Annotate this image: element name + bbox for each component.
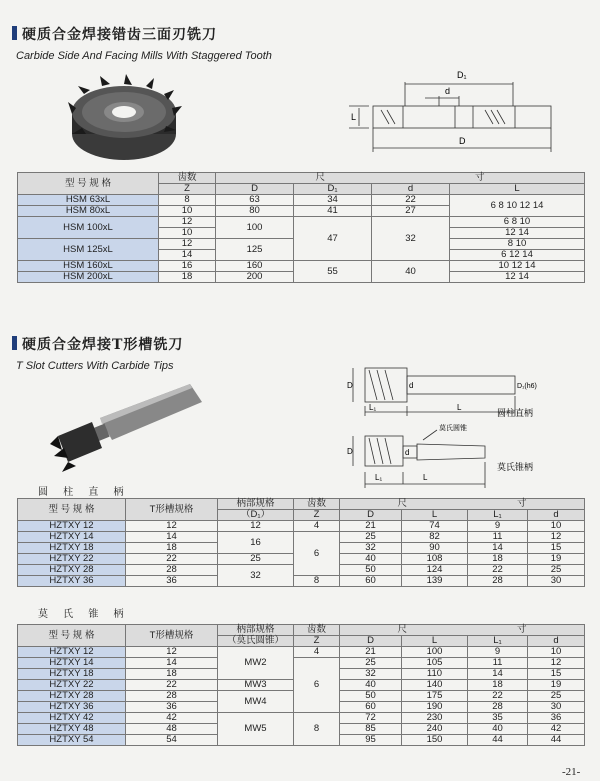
th-L: L bbox=[450, 184, 585, 195]
table-cell: 6 8 10 12 14 bbox=[450, 195, 585, 217]
th-L: L bbox=[402, 636, 468, 647]
table-cell: 10 bbox=[528, 647, 585, 658]
th-shank-sub: （莫氏圆锥） bbox=[218, 636, 294, 647]
table-cell: HZTXY 14 bbox=[18, 532, 126, 543]
table-cell: 190 bbox=[402, 702, 468, 713]
table-cell: 28 bbox=[126, 565, 218, 576]
table-cell: 90 bbox=[402, 543, 468, 554]
table-cell: HZTXY 28 bbox=[18, 691, 126, 702]
table-cell: 25 bbox=[218, 554, 294, 565]
th-L1: L₁ bbox=[468, 510, 528, 521]
table-cell: 12 bbox=[218, 521, 294, 532]
side-mill-drawing bbox=[345, 62, 565, 157]
th-z: Z bbox=[294, 636, 340, 647]
table-cell: 12 bbox=[126, 647, 218, 658]
label-L: L bbox=[457, 403, 462, 412]
th-teeth: 齿数 bbox=[294, 499, 340, 510]
th-slot: T形槽规格 bbox=[126, 625, 218, 647]
table-cell: 32 bbox=[340, 543, 402, 554]
table-cell: 14 bbox=[159, 250, 216, 261]
section1-title-cn: 硬质合金焊接错齿三面刃铣刀 bbox=[22, 27, 217, 43]
label-D: D bbox=[459, 136, 466, 146]
t-slot-morse-drawing bbox=[345, 422, 580, 492]
table-cell: 14 bbox=[468, 543, 528, 554]
table-cell: HZTXY 18 bbox=[18, 669, 126, 680]
table-row bbox=[18, 713, 585, 724]
table-cell: 36 bbox=[528, 713, 585, 724]
table-cell: 36 bbox=[126, 576, 218, 587]
table-cell: 11 bbox=[468, 532, 528, 543]
table-cell: 30 bbox=[528, 702, 585, 713]
table-cell: 50 bbox=[340, 565, 402, 576]
table-cell: 12 bbox=[159, 239, 216, 250]
label-D1: D₁(h6) bbox=[517, 383, 537, 390]
table-cell: 85 bbox=[340, 724, 402, 735]
table-cell: 60 bbox=[340, 576, 402, 587]
table-cell: 8 bbox=[294, 713, 340, 746]
table-cell: 32 bbox=[340, 669, 402, 680]
table-cell: 28 bbox=[468, 576, 528, 587]
table-cell: 18 bbox=[159, 272, 216, 283]
table-cell: 34 bbox=[294, 195, 372, 206]
table-cell: 18 bbox=[468, 680, 528, 691]
table-cell: 105 bbox=[402, 658, 468, 669]
table-cell: 9 bbox=[468, 521, 528, 532]
table-cell: 10 bbox=[159, 206, 216, 217]
table-cell: 140 bbox=[402, 680, 468, 691]
table-cell: MW3 bbox=[218, 680, 294, 691]
label-L: L bbox=[423, 473, 428, 482]
table-cell: 22 bbox=[126, 554, 218, 565]
t-slot-cutter-photo bbox=[40, 378, 210, 478]
th-z: Z bbox=[159, 184, 216, 195]
table-cell: MW4 bbox=[218, 691, 294, 713]
table-cell: 50 bbox=[340, 691, 402, 702]
table-cell: HSM 125xL bbox=[18, 239, 159, 261]
table-cell: 11 bbox=[468, 658, 528, 669]
th-D: D bbox=[216, 184, 294, 195]
table-cell: 47 bbox=[294, 217, 372, 261]
morse-shank-subheading: 莫 氏 锥 柄 bbox=[38, 609, 130, 620]
table-cell: HZTXY 36 bbox=[18, 702, 126, 713]
section2-title-cn: 硬质合金焊接T形槽铣刀 bbox=[22, 337, 184, 353]
table-row bbox=[18, 532, 585, 543]
table-cell: 16 bbox=[218, 532, 294, 554]
table-cell: 40 bbox=[340, 680, 402, 691]
table-cell: HSM 100xL bbox=[18, 217, 159, 239]
table-cell: 15 bbox=[528, 669, 585, 680]
table-cell: HZTXY 18 bbox=[18, 543, 126, 554]
table-cell: 42 bbox=[528, 724, 585, 735]
table-cell: 8 bbox=[294, 576, 340, 587]
table-cell: HSM 80xL bbox=[18, 206, 159, 217]
table-cell: 21 bbox=[340, 647, 402, 658]
table-cell: 15 bbox=[528, 543, 585, 554]
th-model: 型 号 规 格 bbox=[18, 499, 126, 521]
t-slot-straight-table bbox=[17, 498, 585, 587]
table-cell: 12 bbox=[528, 658, 585, 669]
section1-title-en: Carbide Side And Facing Mills With Staggered Tooth bbox=[16, 50, 272, 62]
table-cell: 139 bbox=[402, 576, 468, 587]
table-cell: 60 bbox=[340, 702, 402, 713]
straight-shank-label: 圆柱直柄 bbox=[497, 409, 534, 419]
table-cell: 14 bbox=[468, 669, 528, 680]
table-cell: 14 bbox=[126, 532, 218, 543]
table-cell: 100 bbox=[402, 647, 468, 658]
th-shank: 柄部规格 bbox=[218, 499, 294, 510]
table-cell: 32 bbox=[218, 565, 294, 587]
table-cell: 40 bbox=[340, 554, 402, 565]
table-cell: 16 bbox=[159, 261, 216, 272]
table-cell: 230 bbox=[402, 713, 468, 724]
table-cell: 44 bbox=[528, 735, 585, 746]
label-D: D bbox=[347, 447, 353, 456]
table-cell: 12 bbox=[528, 532, 585, 543]
th-model: 型 号 规 格 bbox=[18, 173, 159, 195]
table-cell: HZTXY 28 bbox=[18, 565, 126, 576]
table-cell: 40 bbox=[468, 724, 528, 735]
table-row bbox=[18, 217, 585, 228]
table-cell: 80 bbox=[216, 206, 294, 217]
table-cell: HSM 200xL bbox=[18, 272, 159, 283]
th-L: L bbox=[402, 510, 468, 521]
th-model: 型 号 规 格 bbox=[18, 625, 126, 647]
th-d: d bbox=[528, 636, 585, 647]
morse-shank-label: 莫氏锥柄 bbox=[497, 463, 534, 473]
table-cell: 32 bbox=[372, 217, 450, 261]
label-L: L bbox=[351, 112, 357, 122]
table-cell: 12 bbox=[126, 521, 218, 532]
table-cell: 18 bbox=[126, 669, 218, 680]
th-z: Z bbox=[294, 510, 340, 521]
table-cell: 19 bbox=[528, 680, 585, 691]
table-row bbox=[18, 195, 585, 206]
table-cell: 41 bbox=[294, 206, 372, 217]
table-cell: 27 bbox=[372, 206, 450, 217]
th-size: 尺 寸 bbox=[216, 173, 585, 184]
table-cell: 110 bbox=[402, 669, 468, 680]
table-cell: 36 bbox=[126, 702, 218, 713]
table-cell: 8 bbox=[159, 195, 216, 206]
table-cell: 25 bbox=[340, 658, 402, 669]
table-cell: 28 bbox=[468, 702, 528, 713]
table-cell: 150 bbox=[402, 735, 468, 746]
table-cell: 42 bbox=[126, 713, 218, 724]
table-cell: HZTXY 22 bbox=[18, 680, 126, 691]
label-D: D bbox=[347, 381, 353, 390]
table-cell: 19 bbox=[528, 554, 585, 565]
table-cell: HSM 63xL bbox=[18, 195, 159, 206]
table-cell: HZTXY 12 bbox=[18, 647, 126, 658]
table-cell: 21 bbox=[340, 521, 402, 532]
side-mill-photo bbox=[62, 72, 187, 167]
table-cell: MW2 bbox=[218, 647, 294, 680]
table-cell: 30 bbox=[528, 576, 585, 587]
label-D1: D₁ bbox=[457, 70, 467, 80]
th-d: d bbox=[528, 510, 585, 521]
table-cell: 108 bbox=[402, 554, 468, 565]
label-d: d bbox=[405, 448, 410, 457]
table-cell: 22 bbox=[468, 565, 528, 576]
table-cell: 4 bbox=[294, 521, 340, 532]
table-cell: 44 bbox=[468, 735, 528, 746]
th-d: d bbox=[372, 184, 450, 195]
th-D1: D₁ bbox=[294, 184, 372, 195]
label-L1: L₁ bbox=[375, 473, 383, 482]
table-cell: 22 bbox=[126, 680, 218, 691]
table-cell: HZTXY 22 bbox=[18, 554, 126, 565]
table-cell: 4 bbox=[294, 647, 340, 658]
label-L1: L₁ bbox=[369, 403, 377, 412]
table-row bbox=[18, 658, 585, 669]
table-cell: 6 bbox=[294, 532, 340, 576]
table-cell: 6 8 10 bbox=[450, 217, 585, 228]
table-cell: 55 bbox=[294, 261, 372, 283]
table-cell: 12 bbox=[159, 217, 216, 228]
table-cell: 125 bbox=[216, 239, 294, 261]
table-row bbox=[18, 521, 585, 532]
table-cell: 22 bbox=[372, 195, 450, 206]
table-row bbox=[18, 647, 585, 658]
table-cell: 18 bbox=[468, 554, 528, 565]
table-cell: 35 bbox=[468, 713, 528, 724]
table-cell: 175 bbox=[402, 691, 468, 702]
section2-title-en: T Slot Cutters With Carbide Tips bbox=[16, 360, 174, 372]
table-cell: 72 bbox=[340, 713, 402, 724]
table-cell: 100 bbox=[216, 217, 294, 239]
table-cell: 25 bbox=[340, 532, 402, 543]
label-d: d bbox=[409, 381, 414, 390]
th-shank-sub: （D₁） bbox=[218, 510, 294, 521]
table-cell: 25 bbox=[528, 565, 585, 576]
table-cell: 124 bbox=[402, 565, 468, 576]
table-cell: 12 14 bbox=[450, 272, 585, 283]
table-cell: 8 10 bbox=[450, 239, 585, 250]
table-cell: 12 14 bbox=[450, 228, 585, 239]
label-d: d bbox=[445, 86, 451, 96]
table-cell: 6 bbox=[294, 658, 340, 713]
section-marker bbox=[12, 26, 17, 40]
table-cell: MW5 bbox=[218, 713, 294, 746]
table-cell: 40 bbox=[372, 261, 450, 283]
table-cell: HZTXY 14 bbox=[18, 658, 126, 669]
table-cell: 74 bbox=[402, 521, 468, 532]
side-mill-spec-table bbox=[17, 172, 585, 283]
table-cell: HZTXY 36 bbox=[18, 576, 126, 587]
table-cell: 18 bbox=[126, 543, 218, 554]
table-cell: 160 bbox=[216, 261, 294, 272]
table-cell: HSM 160xL bbox=[18, 261, 159, 272]
table-cell: 28 bbox=[126, 691, 218, 702]
table-cell: 14 bbox=[126, 658, 218, 669]
table-cell: 10 bbox=[528, 521, 585, 532]
th-slot: T形槽规格 bbox=[126, 499, 218, 521]
table-row bbox=[18, 576, 585, 587]
table-cell: 10 bbox=[159, 228, 216, 239]
section-marker bbox=[12, 336, 17, 350]
table-cell: 10 12 14 bbox=[450, 261, 585, 272]
th-L1: L₁ bbox=[468, 636, 528, 647]
table-cell: HZTXY 54 bbox=[18, 735, 126, 746]
table-cell: 82 bbox=[402, 532, 468, 543]
table-cell: HZTXY 42 bbox=[18, 713, 126, 724]
page-number: -21- bbox=[562, 766, 581, 778]
table-cell: 200 bbox=[216, 272, 294, 283]
t-slot-straight-drawing bbox=[345, 360, 580, 420]
table-cell: 63 bbox=[216, 195, 294, 206]
th-size: 尺 寸 bbox=[340, 625, 585, 636]
table-cell: 22 bbox=[468, 691, 528, 702]
table-cell: 25 bbox=[528, 691, 585, 702]
table-cell: 48 bbox=[126, 724, 218, 735]
th-D: D bbox=[340, 510, 402, 521]
th-D: D bbox=[340, 636, 402, 647]
th-teeth: 齿数 bbox=[159, 173, 216, 184]
th-size: 尺 寸 bbox=[340, 499, 585, 510]
table-cell: HZTXY 12 bbox=[18, 521, 126, 532]
straight-shank-subheading: 圆 柱 直 柄 bbox=[38, 487, 130, 498]
table-cell: 9 bbox=[468, 647, 528, 658]
table-cell: 240 bbox=[402, 724, 468, 735]
th-teeth: 齿数 bbox=[294, 625, 340, 636]
morse-callout: 莫氏圆锥 bbox=[439, 424, 467, 432]
table-cell: 6 12 14 bbox=[450, 250, 585, 261]
table-row bbox=[18, 261, 585, 272]
table-cell: 54 bbox=[126, 735, 218, 746]
table-cell: 95 bbox=[340, 735, 402, 746]
t-slot-morse-table bbox=[17, 624, 585, 746]
th-shank: 柄部规格 bbox=[218, 625, 294, 636]
table-cell: HZTXY 48 bbox=[18, 724, 126, 735]
